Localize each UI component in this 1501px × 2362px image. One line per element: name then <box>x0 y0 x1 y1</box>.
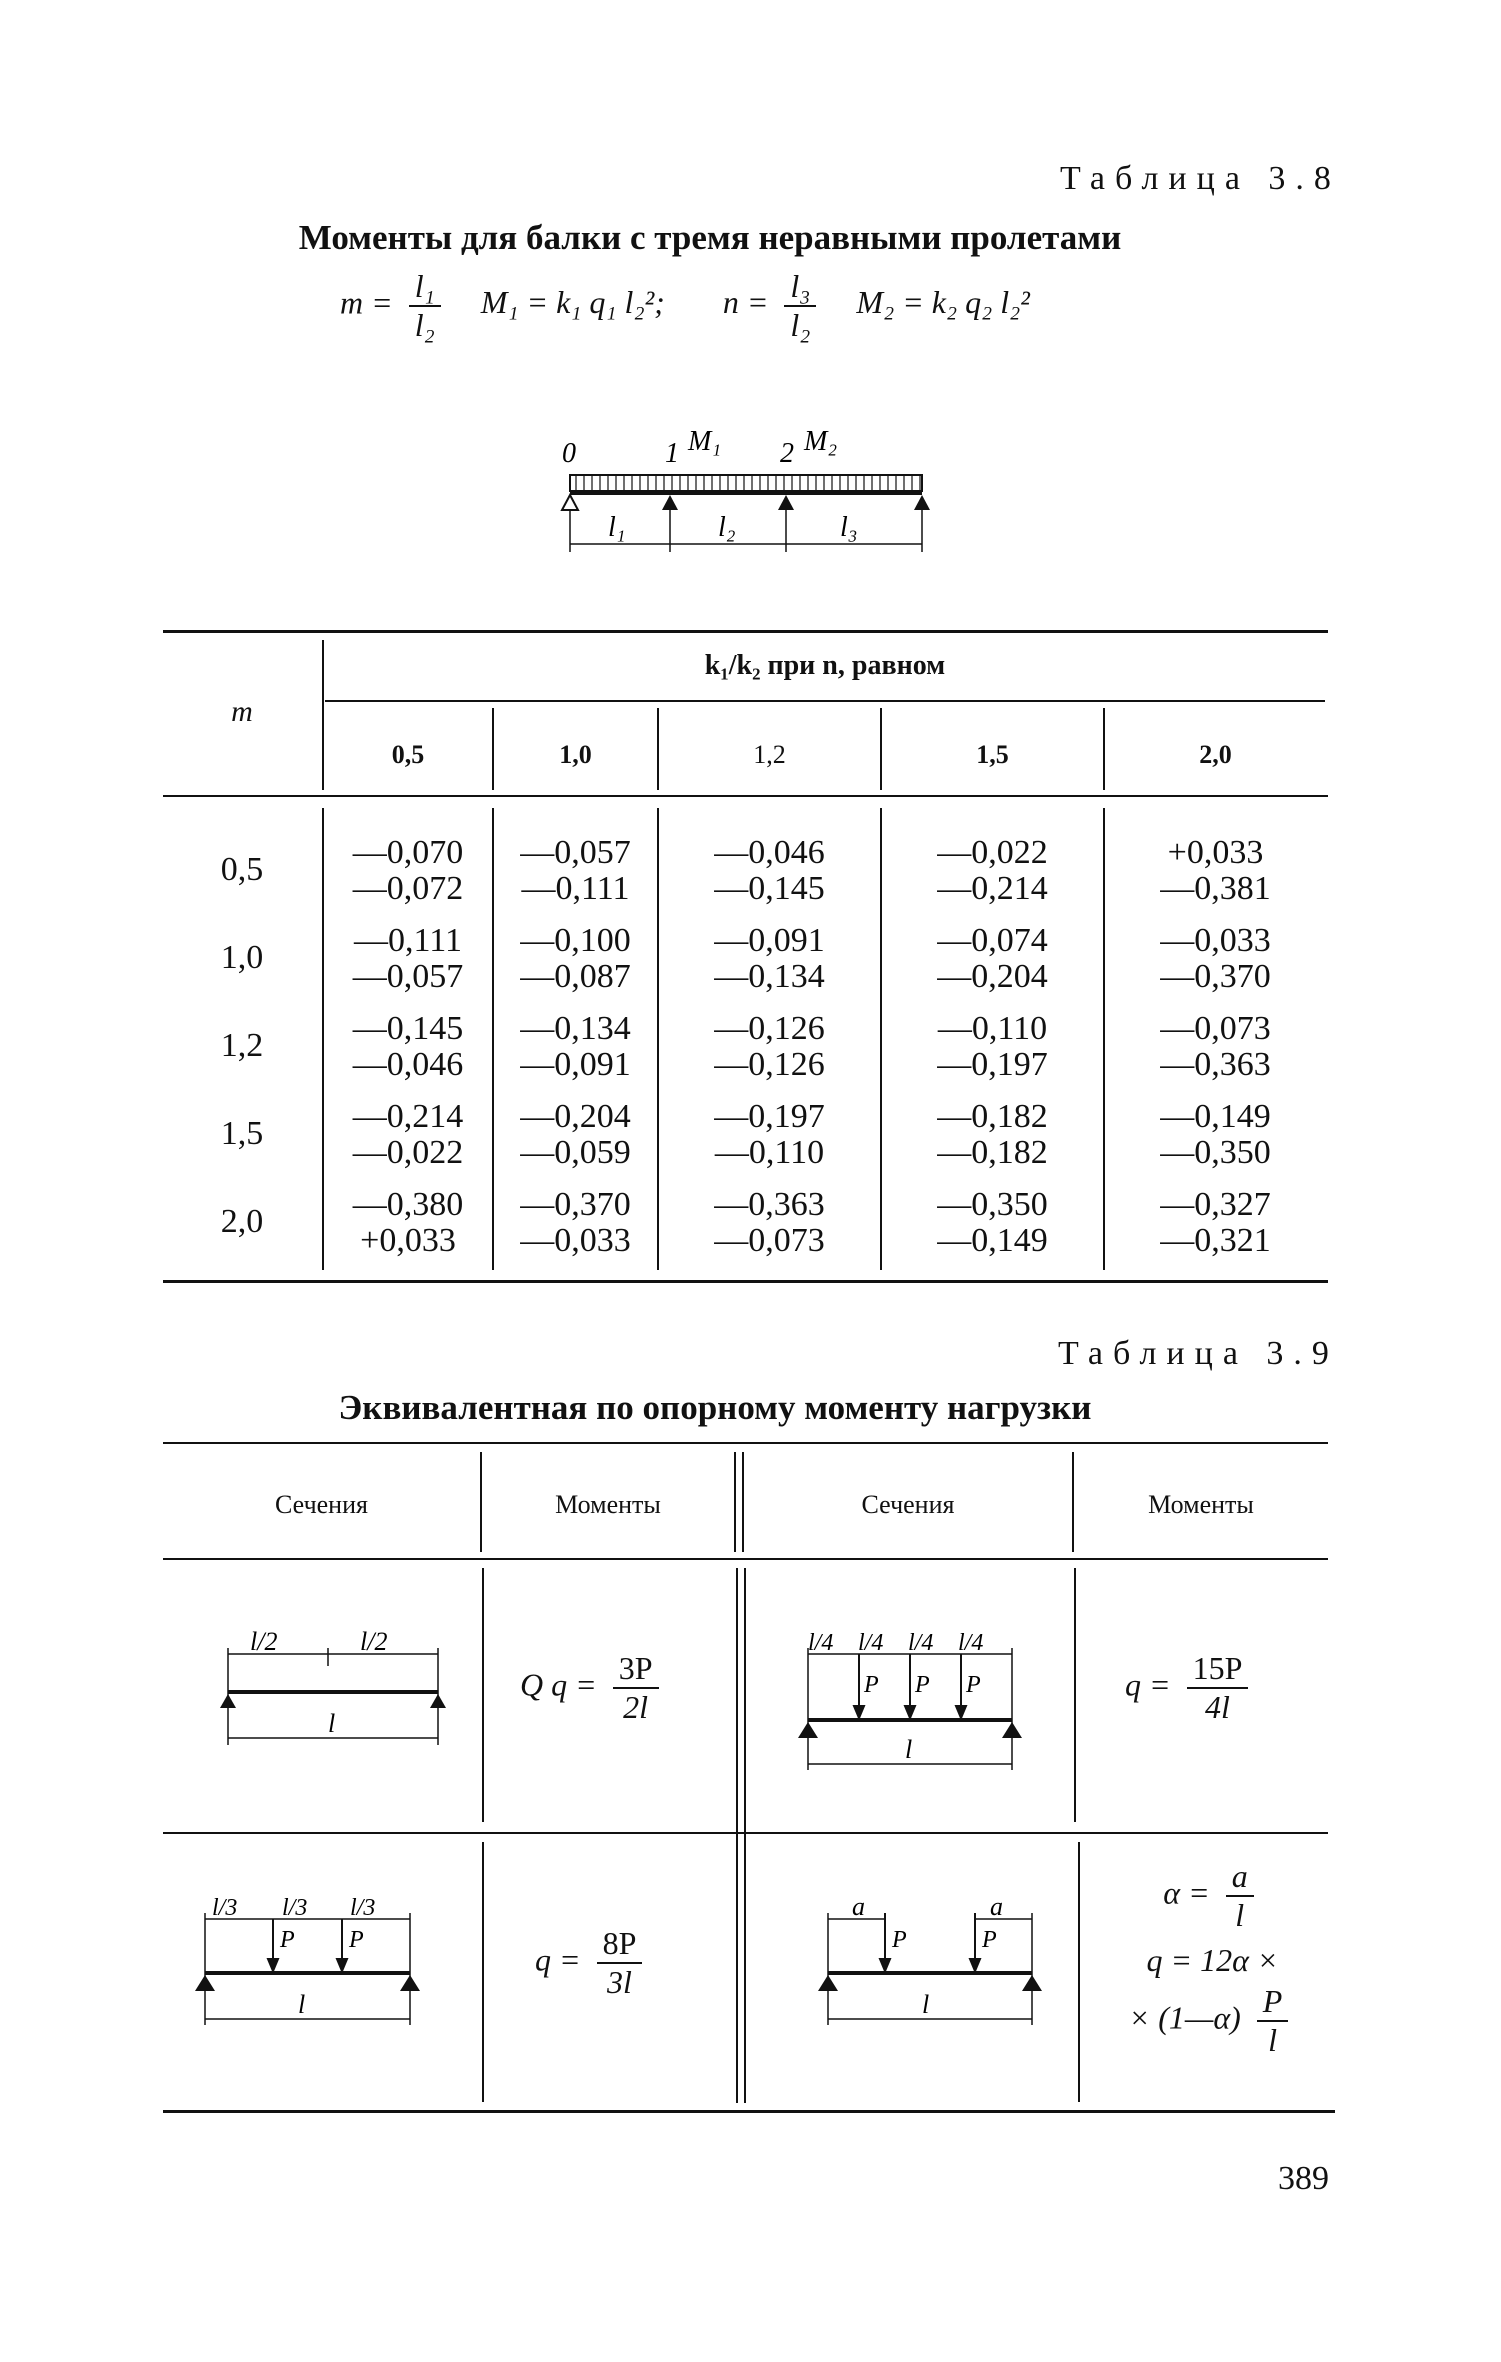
row-m-value: 0,5 <box>220 851 264 888</box>
table-cell: —0,126 —0,126 <box>714 1010 825 1083</box>
table-3-8-caption: Таблица 3.8 <box>1060 160 1341 197</box>
table-cell: —0,145 —0,046 <box>352 1010 464 1083</box>
table-cell: —0,111 —0,057 <box>352 922 464 995</box>
table-cell: —0,182 —0,182 <box>937 1098 1048 1171</box>
header-moments-left: Моменты <box>555 1490 661 1519</box>
n-denominator: l₂ <box>790 307 811 343</box>
dim-label: l/4 <box>908 1630 934 1656</box>
row-m-value: 1,2 <box>220 1027 264 1064</box>
support-label-0: 0 <box>562 438 576 469</box>
load-label: P <box>280 1927 295 1953</box>
header-sections-right: Сечения <box>861 1490 955 1519</box>
load-label: P <box>966 1672 981 1698</box>
page-number: 389 <box>1278 2160 1329 2197</box>
n-header-1: 1,0 <box>559 740 592 769</box>
table-cell: —0,091 —0,134 <box>714 922 825 995</box>
table-cell: —0,134 —0,091 <box>520 1010 631 1083</box>
table-cell: +0,033 —0,381 <box>1160 834 1271 907</box>
n-header-4: 2,0 <box>1199 740 1232 769</box>
n-lhs: n = <box>722 284 769 321</box>
support-3 <box>914 495 930 510</box>
n-numerator: l₃ <box>784 268 816 307</box>
table-3-8-top-rule <box>163 630 1328 633</box>
table-cell: —0,370 —0,033 <box>520 1186 631 1259</box>
span-label: l <box>922 1990 930 2019</box>
load-label: P <box>982 1927 997 1953</box>
three-span-beam-diagram <box>540 420 960 560</box>
n-header-0: 0,5 <box>391 740 425 769</box>
dim-label: l/2 <box>360 1627 388 1656</box>
table-cell: —0,057 —0,111 <box>520 834 631 907</box>
n-header-2: 1,2 <box>753 740 786 769</box>
table-cell: —0,046 —0,145 <box>714 834 825 907</box>
row-m-value: 2,0 <box>220 1203 264 1240</box>
moment-label-M1: M₁ <box>688 426 722 457</box>
table-cell: —0,070 —0,072 <box>352 834 464 907</box>
table-3-8-formula <box>340 268 1030 344</box>
header-sections-left: Сечения <box>275 1490 368 1519</box>
table-cell: —0,100 —0,087 <box>520 922 631 995</box>
support-label-1: 1 <box>665 438 679 469</box>
table-cell: —0,214 —0,022 <box>352 1098 464 1171</box>
beam-three-loads-diagram <box>790 1620 1040 1780</box>
support-right <box>1002 1722 1022 1738</box>
support-left <box>220 1694 236 1708</box>
support-0 <box>562 495 578 510</box>
row-m-value: 1,0 <box>220 939 264 976</box>
table-3-9-title: Эквивалентная по опорному моменту нагрузки <box>338 1388 1092 1427</box>
formula-r1-left: Q q = $\frac{3P}{2l}$ <box>520 1650 667 1726</box>
support-right <box>430 1694 446 1708</box>
table-cell: —0,074 —0,204 <box>937 922 1048 995</box>
distributed-load <box>570 475 922 491</box>
load-label: P <box>892 1927 907 1953</box>
load-label: P <box>915 1672 930 1698</box>
span-label-l2: l₂ <box>718 512 736 543</box>
beam-two-loads-thirds-diagram <box>190 1885 430 2045</box>
n-fraction <box>784 268 816 344</box>
load-label: P <box>864 1672 879 1698</box>
formula-r1-right: q = $\frac{15P}{4l}$ <box>1125 1650 1256 1726</box>
span-label-l1: l₁ <box>608 512 626 543</box>
dim-label: l/2 <box>250 1627 278 1656</box>
support-label-2: 2 <box>780 438 794 469</box>
table-cell: —0,350 —0,149 <box>937 1186 1048 1259</box>
support-right <box>1022 1975 1042 1991</box>
load-hatching <box>576 476 920 490</box>
formula-r2-left: q = $\frac{8P}{3l}$ <box>535 1925 650 2001</box>
M1-formula: M₁ = k₁ q₁ l₂²; <box>480 284 665 321</box>
table-cell: —0,149 —0,350 <box>1160 1098 1271 1171</box>
table-cell: —0,327 —0,321 <box>1160 1186 1271 1259</box>
support-2 <box>778 495 794 510</box>
col-m-header: m <box>231 695 253 728</box>
dim-label: l/4 <box>808 1630 834 1656</box>
support-left <box>798 1722 818 1738</box>
table-3-8-group-underline <box>325 700 1325 702</box>
support-left <box>818 1975 838 1991</box>
group-header: k₁/k₂ при n, равном <box>704 650 946 681</box>
dim-label: l/4 <box>958 1630 984 1656</box>
table-cell: —0,204 —0,059 <box>520 1098 631 1171</box>
table-cell: —0,380 +0,033 <box>352 1186 464 1259</box>
table-3-8-bottom-rule <box>163 1280 1328 1283</box>
dim-label: l/4 <box>858 1630 884 1656</box>
dim-label: l/3 <box>350 1895 376 1921</box>
dim-label: l/3 <box>282 1895 308 1921</box>
beam-two-loads-offset-diagram <box>810 1885 1050 2045</box>
load-label: P <box>349 1927 364 1953</box>
table-cell: —0,073 —0,363 <box>1160 1010 1271 1083</box>
table-cell: —0,363 —0,073 <box>714 1186 825 1259</box>
beam-central-load-diagram <box>210 1610 450 1760</box>
table-cell: —0,110 —0,197 <box>937 1010 1048 1083</box>
support-right <box>400 1975 420 1991</box>
n-header-3: 1,5 <box>976 740 1009 769</box>
m-lhs: m = <box>340 284 393 321</box>
m-numerator: l₁ <box>409 268 441 307</box>
table-cell: —0,022 —0,214 <box>937 834 1048 907</box>
table-3-8-title: Моменты для балки с тремя неравными пролетами <box>298 218 1122 257</box>
span-label: l <box>298 1990 306 2019</box>
table-cell: —0,033 —0,370 <box>1160 922 1271 995</box>
formula-r2-right: α = $\frac{a}{l}$ q = 12α × × (1—α) $\frac{P}{l}$ <box>1100 1858 1325 2059</box>
support-1 <box>662 495 678 510</box>
header-moments-right: Моменты <box>1148 1490 1254 1519</box>
moment-label-M2: M₂ <box>804 426 838 457</box>
span-label: l <box>328 1709 336 1738</box>
dim-label: a <box>990 1892 1003 1921</box>
dim-label: a <box>852 1892 865 1921</box>
row-m-value: 1,5 <box>220 1115 264 1152</box>
span-label: l <box>905 1735 913 1764</box>
support-left <box>195 1975 215 1991</box>
table-3-8-header-bottom-rule <box>163 795 1328 797</box>
table-3-9-caption: Таблица 3.9 <box>1058 1335 1339 1372</box>
m-fraction <box>409 268 441 344</box>
dim-label: l/3 <box>212 1895 238 1921</box>
span-label-l3: l₃ <box>840 512 858 543</box>
m-denominator: l₂ <box>414 307 435 343</box>
table-cell: —0,197 —0,110 <box>714 1098 825 1171</box>
M2-formula: M₂ = k₂ q₂ l₂² <box>856 284 1030 321</box>
